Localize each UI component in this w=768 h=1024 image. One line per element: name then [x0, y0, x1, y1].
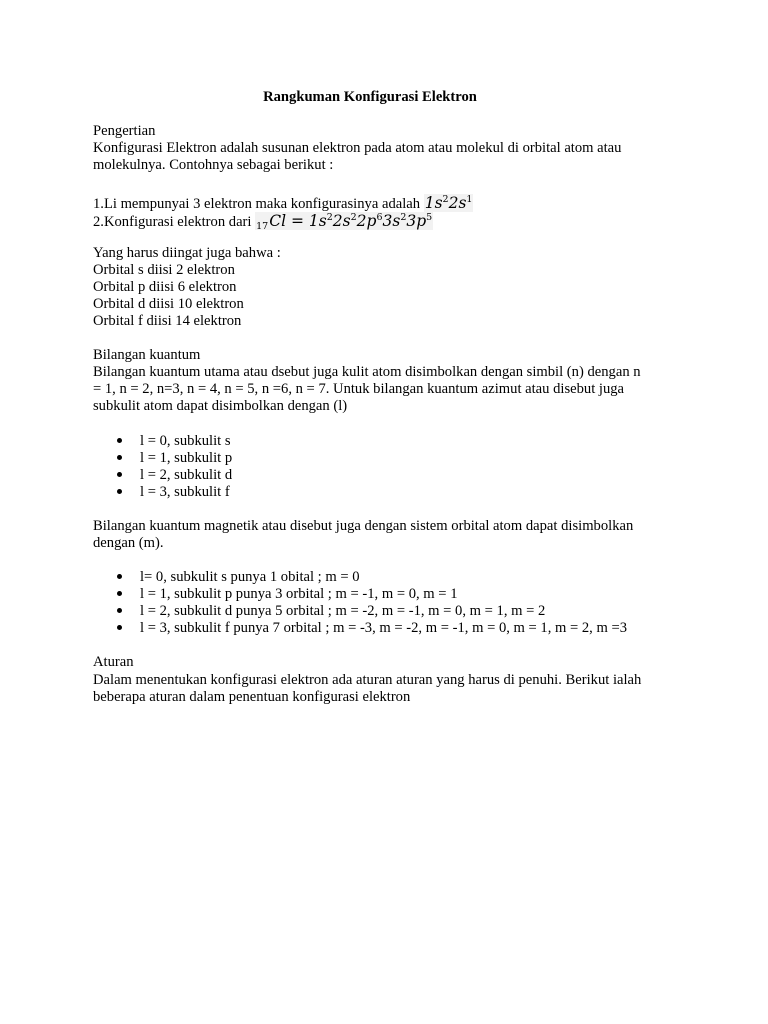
- paragraph-line: Bilangan kuantum utama atau dsebut juga kulit atom disimbolkan dengan simbil (n) dengan n: [93, 364, 641, 380]
- paragraph-line: beberapa aturan dalam penentuan konfigurasi elektron: [93, 689, 411, 705]
- bullet-icon: [117, 591, 122, 596]
- list-item: l = 0, subkulit s: [117, 433, 231, 450]
- paragraph-line: dengan (m).: [93, 535, 164, 551]
- bullet-icon: [117, 608, 122, 613]
- section-heading-pengertian: Pengertian: [93, 123, 156, 139]
- document-title: Rangkuman Konfigurasi Elektron: [263, 89, 477, 105]
- orbital-intro: Yang harus diingat juga bahwa :: [93, 245, 281, 261]
- list-item: l = 3, subkulit f punya 7 orbital ; m = -3, m = -2, m = -1, m = 0, m = 1, m = 2, m =3: [117, 620, 627, 637]
- section-heading-bilangan: Bilangan kuantum: [93, 347, 201, 363]
- orbital-line: Orbital p diisi 6 elektron: [93, 279, 237, 295]
- bullet-icon: [117, 489, 122, 494]
- bullet-icon: [117, 455, 122, 460]
- list-item: l = 2, subkulit d: [117, 467, 232, 484]
- list-item: l = 1, subkulit p: [117, 450, 232, 467]
- example-line-2: [93, 209, 433, 235]
- orbital-line: Orbital s diisi 2 elektron: [93, 262, 235, 278]
- list-item: l = 2, subkulit d punya 5 orbital ; m = -2, m = -1, m = 0, m = 1, m = 2: [117, 603, 545, 620]
- example-text: 1.Li mempunyai 3 elektron maka konfigurasinya adalah: [93, 196, 421, 212]
- bullet-icon: [117, 438, 122, 443]
- paragraph-line: = 1, n = 2, n=3, n = 4, n = 5, n =6, n = 7. Untuk bilangan kuantum azimut atau disebut juga: [93, 381, 625, 397]
- orbital-line: Orbital d diisi 10 elektron: [93, 296, 244, 312]
- bullet-icon: [117, 625, 122, 630]
- orbital-line: Orbital f diisi 14 elektron: [93, 313, 242, 329]
- list-item: l= 0, subkulit s punya 1 obital ; m = 0: [117, 569, 360, 586]
- example-text: 2.Konfigurasi elektron dari: [93, 214, 252, 230]
- formula-cl: $17Cl = 1s^22s^22p^63s^23p^5$: [256, 212, 433, 232]
- paragraph-line: subkulit atom dapat disimbolkan dengan (l): [93, 398, 348, 414]
- paragraph-line: molekulnya. Contohnya sebagai berikut :: [93, 157, 334, 173]
- paragraph-line: Dalam menentukan konfigurasi elektron ada aturan aturan yang harus di penuhi. Berikut ialah: [93, 672, 642, 688]
- bullet-icon: [117, 472, 122, 477]
- paragraph-line: Konfigurasi Elektron adalah susunan elektron pada atom atau molekul di orbital atom atau: [93, 140, 622, 156]
- list-item: l = 3, subkulit f: [117, 484, 230, 501]
- formula-li: $1s^22s^1$: [424, 194, 473, 212]
- bullet-icon: [117, 574, 122, 579]
- list-item: l = 1, subkulit p punya 3 orbital ; m = -1, m = 0, m = 1: [117, 586, 458, 603]
- section-heading-aturan: Aturan: [93, 654, 134, 670]
- paragraph-line: Bilangan kuantum magnetik atau disebut juga dengan sistem orbital atom dapat disimbolkan: [93, 518, 634, 534]
